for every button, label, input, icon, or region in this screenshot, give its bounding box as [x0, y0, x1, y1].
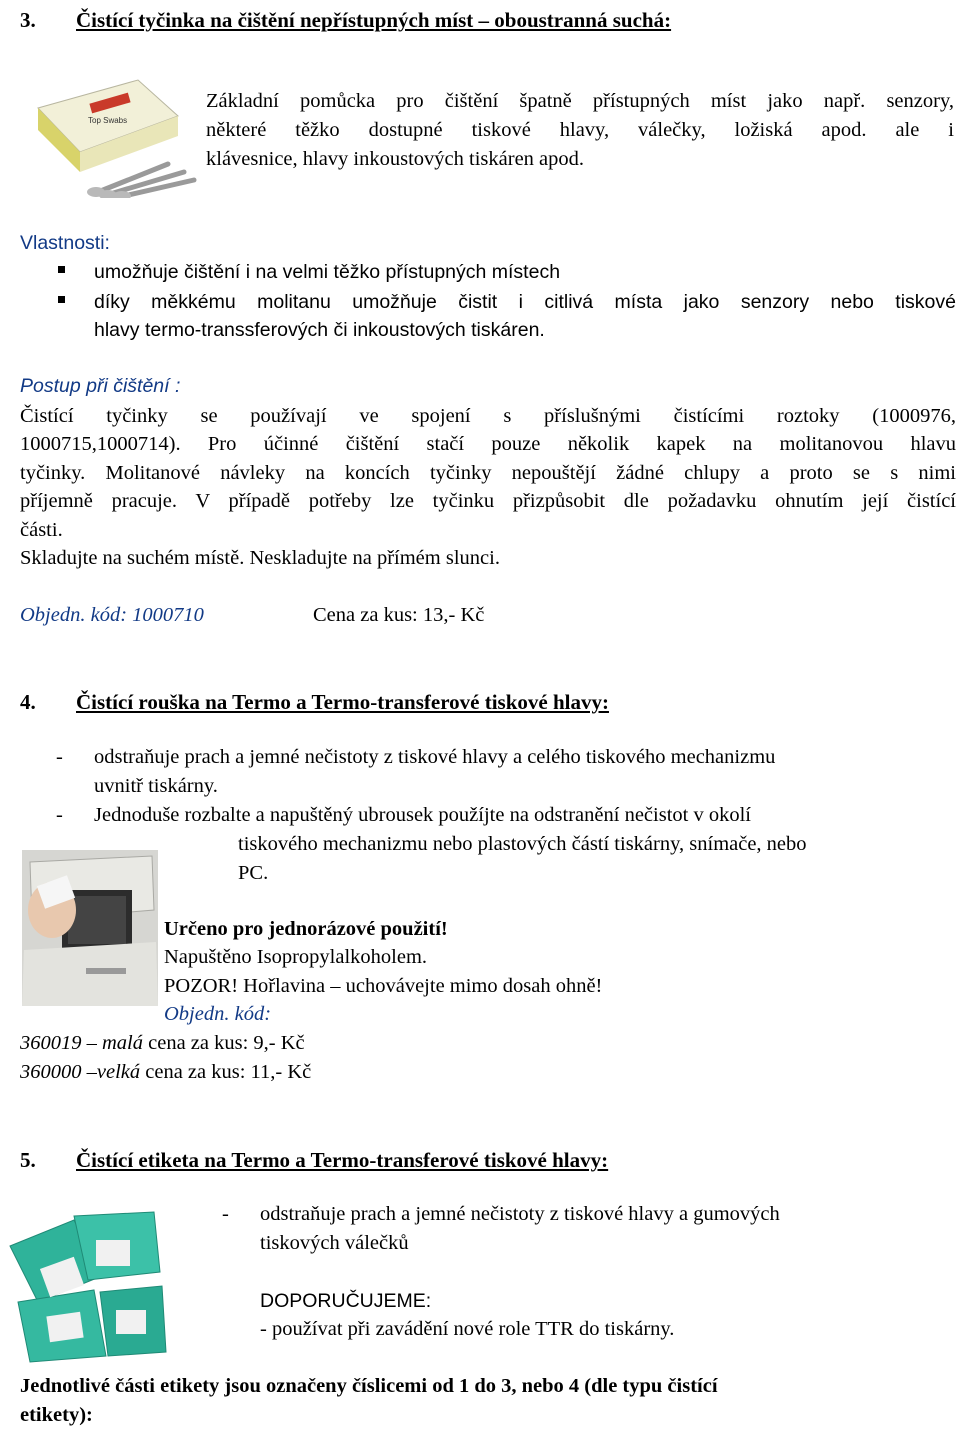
procedure-line-4: příjemně pracuje. V případě potřeby lze tyčinku přizpůsobit dle požadavku ohnutím její čistící — [20, 490, 956, 512]
section-5-bullet-1-cont: tiskových válečků — [260, 1232, 409, 1254]
section-4-title: Čistící rouška na Termo a Termo-transferové tiskové hlavy: — [76, 690, 609, 714]
property-item-1: umožňuje čištění i na velmi těžko přístupných místech — [94, 261, 561, 283]
large-order-line — [20, 1061, 311, 1084]
section-3-intro-line-1: Základní pomůcka pro čištění špatně přístupných míst jako např. senzory, — [206, 90, 954, 112]
large-dash: – — [86, 1061, 97, 1083]
soaked-note: Napuštěno Isopropylalkoholem. — [164, 946, 428, 968]
section-4-bullet-2: Jednoduše rozbalte a napuštěný ubrousek použíjte na odstranění nečistot v okolí — [94, 804, 751, 826]
bullet-square-icon — [58, 266, 65, 273]
recommend-item: - používat při zavádění nové role TTR do tiskárny. — [260, 1318, 675, 1340]
cleaning-swab-photo — [28, 68, 200, 198]
small-price: cena za kus: 9,- Kč — [148, 1032, 305, 1054]
section-3-number: 3. — [20, 8, 36, 32]
section-4-bullet-2-cont-2: PC. — [238, 862, 269, 884]
bullet-square-icon — [58, 296, 65, 303]
flammable-warning: POZOR! Hořlavina – uchovávejte mimo dosah ohně! — [164, 975, 603, 997]
section-4-bullet-2-cont: tiskového mechanizmu nebo plastových částí tiskárny, snímače, nebo — [238, 833, 807, 855]
single-use-note: Určeno pro jednorázové použití! — [164, 918, 448, 940]
dash-bullet-icon: - — [56, 804, 63, 826]
property-item-2: díky měkkému molitanu umožňuje čistit i citlivá místa jako senzory nebo tiskové — [94, 291, 956, 313]
section-5-bullet-1: odstraňuje prach a jemné nečistoty z tiskové hlavy a gumových — [260, 1203, 780, 1225]
section-4-bullet-1: odstraňuje prach a jemné nečistoty z tiskové hlavy a celého tiskového mechanizmu — [94, 746, 776, 768]
property-item-2-cont: hlavy termo-transsferových či inkoustových tiskáren. — [94, 319, 545, 341]
section-3-price: Cena za kus: 13,- Kč — [313, 604, 485, 626]
small-dash: – — [86, 1032, 97, 1054]
section-5-number: 5. — [20, 1148, 36, 1172]
properties-label: Vlastnosti: — [20, 232, 110, 254]
printer-cleaning-photo — [22, 850, 158, 1006]
procedure-line-3: tyčinky. Molitanové návleky na koncích tyčinky nepouštějí žádné chlupy a proto se s nimi — [20, 462, 956, 484]
label-parts-line-1: Jednotlivé části etikety jsou označeny číslicemi od 1 do 3, nebo 4 (dle typu čistící — [20, 1375, 718, 1397]
section-3-intro-line-2: některé těžko dostupné tiskové hlavy, válečky, ložiská apod. ale i — [206, 119, 954, 141]
svg-text:Top Swabs: Top Swabs — [88, 116, 128, 125]
dash-bullet-icon: - — [222, 1203, 229, 1225]
large-price: cena za kus: 11,- Kč — [145, 1061, 312, 1083]
large-code: 360000 — [20, 1061, 82, 1083]
section-3-order-code: Objedn. kód: 1000710 — [20, 604, 204, 626]
cleaning-labels-photo — [4, 1206, 168, 1366]
procedure-line-2: 1000715,1000714). Pro účinné čištění stačí pouze několik kapek na molitanovou hlavu — [20, 433, 956, 455]
section-3-intro-line-3: klávesnice, hlavy inkoustových tiskáren apod. — [206, 148, 585, 170]
large-name: velká — [96, 1061, 141, 1083]
label-parts-line-2: etikety): — [20, 1404, 93, 1426]
small-name: malá — [102, 1032, 143, 1054]
procedure-label: Postup při čištění : — [20, 375, 181, 397]
section-5-title: Čistící etiketa na Termo a Termo-transferové tiskové hlavy: — [76, 1148, 609, 1172]
section-4-bullet-1-cont: uvnitř tiskárny. — [94, 775, 218, 797]
procedure-line-1: Čistící tyčinky se používají ve spojení s příslušnými čistícími roztoky (1000976, — [20, 405, 956, 427]
small-code: 360019 — [20, 1032, 82, 1054]
storage-note: Skladujte na suchém místě. Neskladujte na přímém slunci. — [20, 547, 500, 569]
procedure-line-5: části. — [20, 519, 63, 541]
section-3-title: Čistící tyčinka na čištění nepřístupných míst – oboustranná suchá: — [76, 8, 672, 32]
section-4-number: 4. — [20, 690, 36, 714]
section-4-order-label: Objedn. kód: — [164, 1003, 272, 1025]
small-order-line — [20, 1032, 305, 1055]
recommend-label: DOPORUČUJEME: — [260, 1290, 432, 1312]
dash-bullet-icon: - — [56, 746, 63, 768]
